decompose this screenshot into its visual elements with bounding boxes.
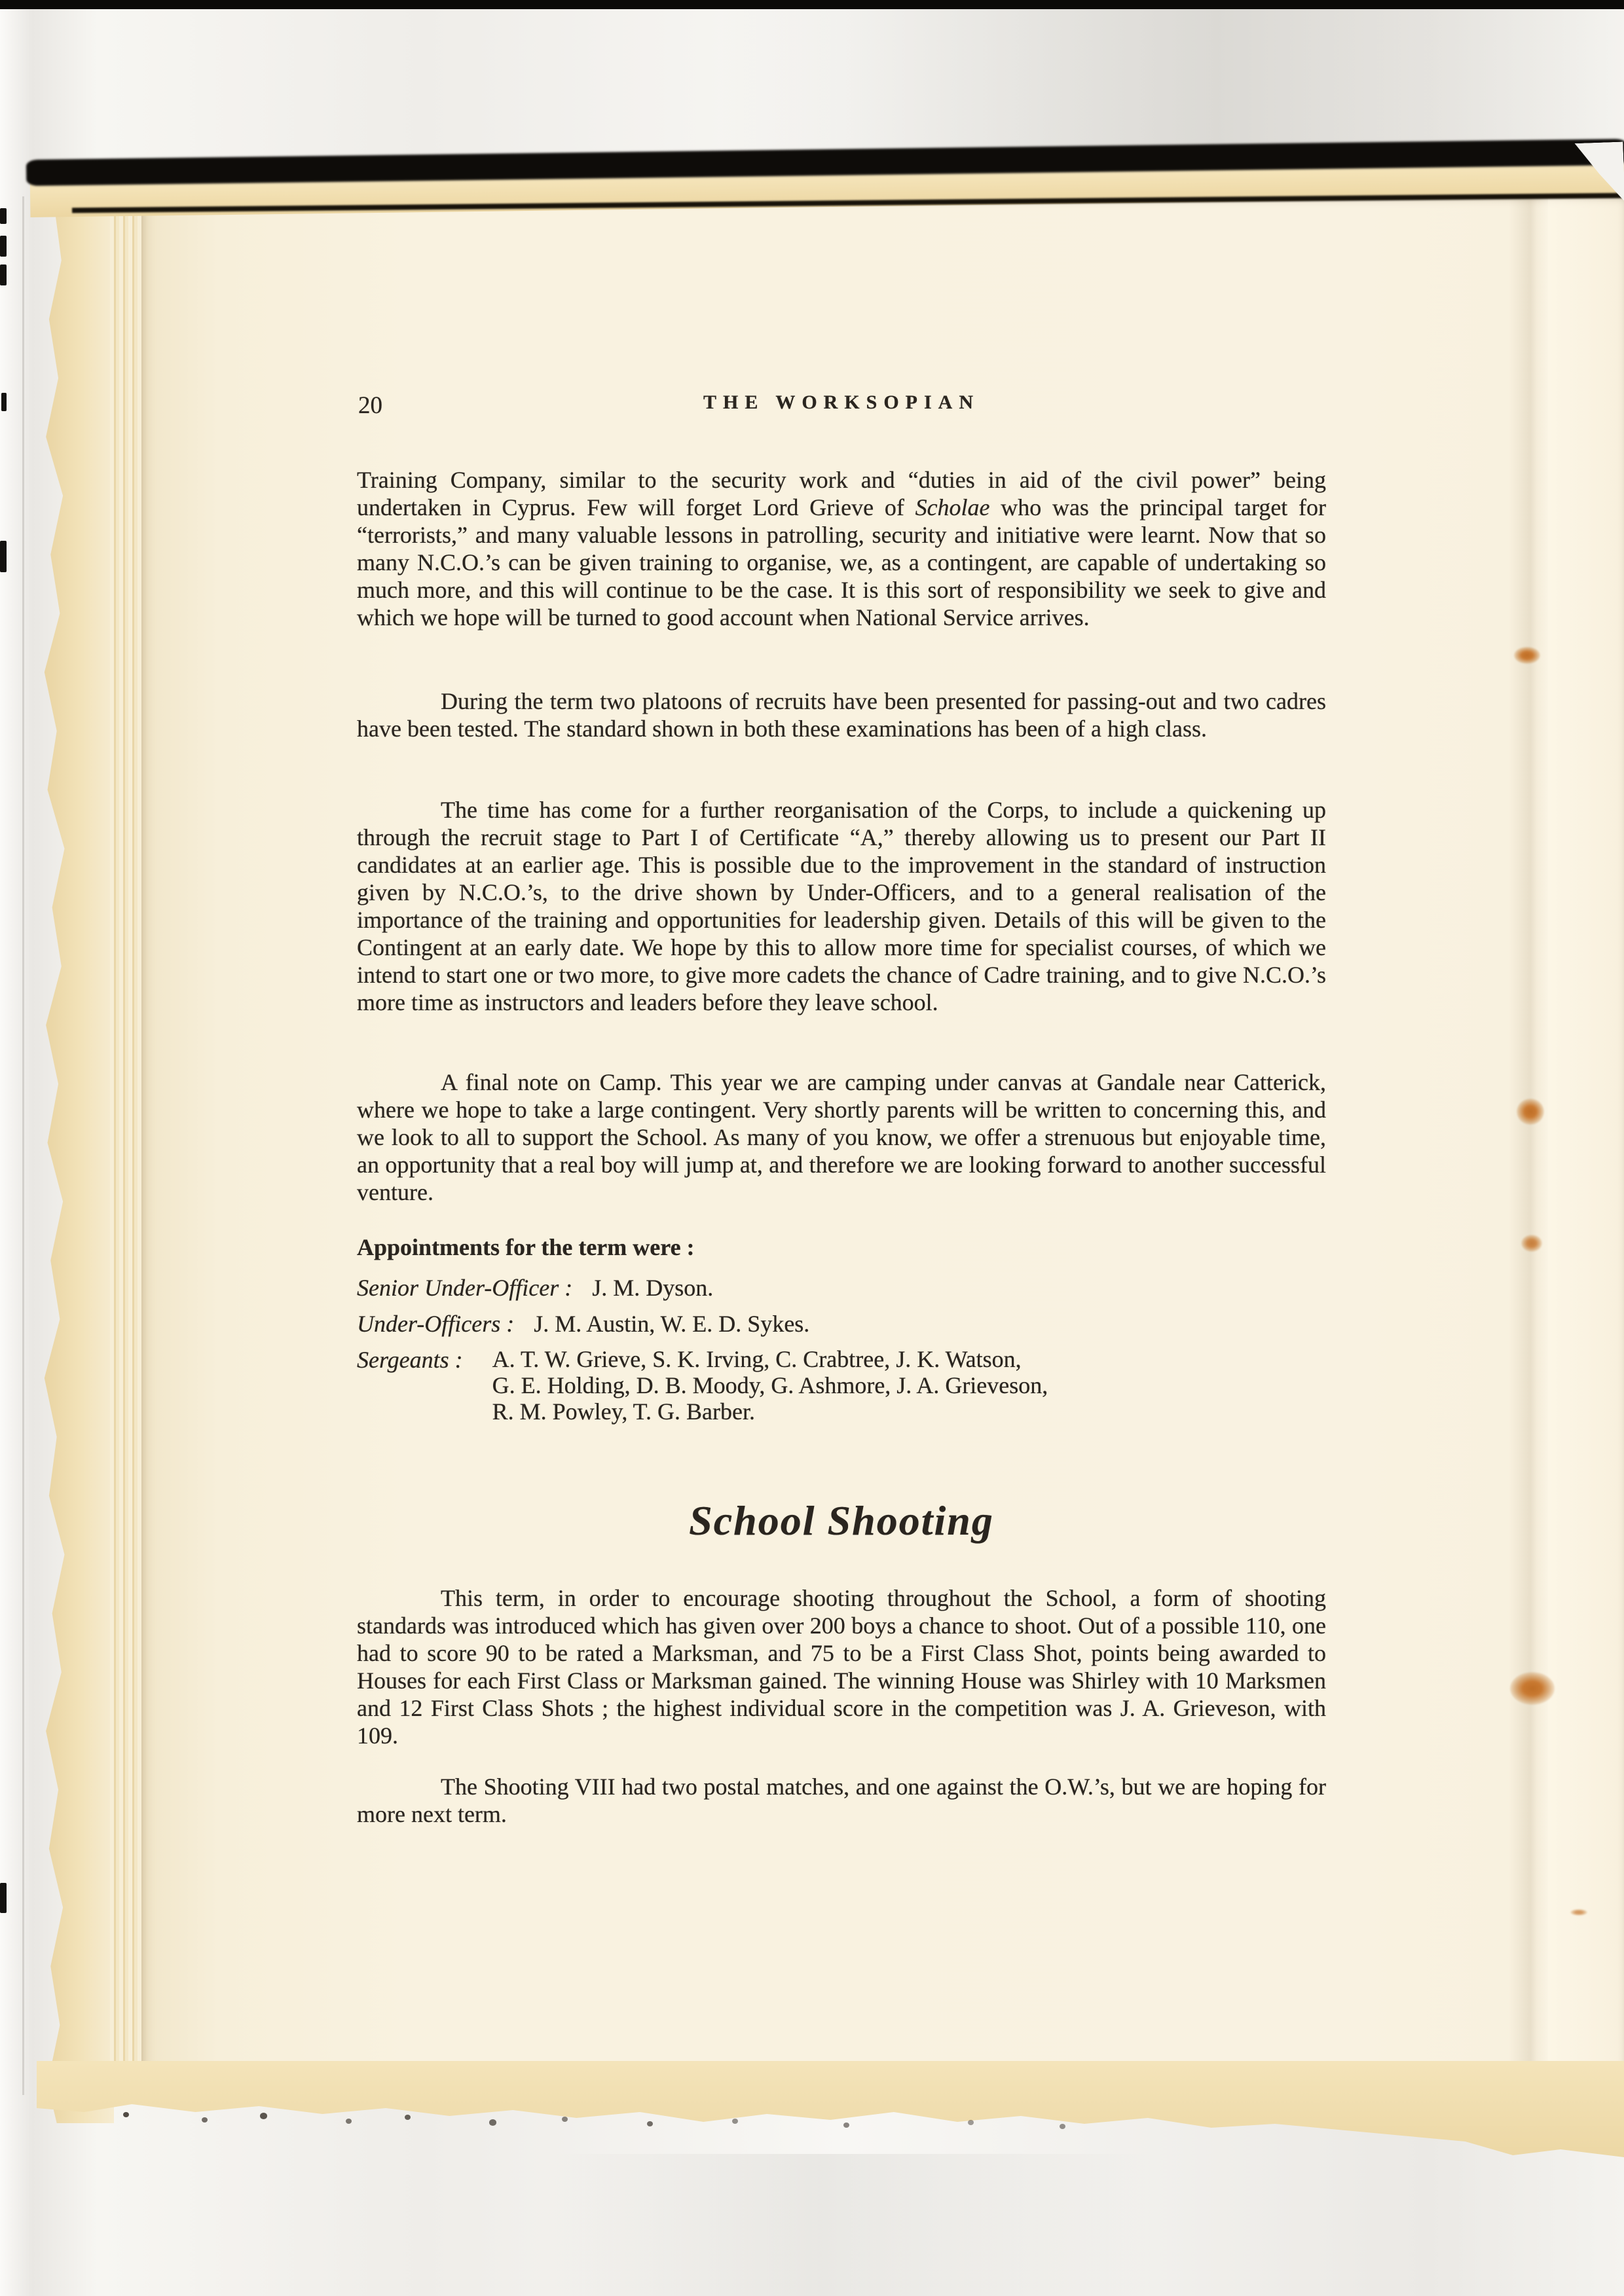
paragraph-text: Training Company, similar to the security work and “duties in aid of the civil power” being undertaken in Cyprus. Few will forget Lord Grieve of — [357, 467, 1326, 520]
paragraph-training-company — [357, 466, 1326, 631]
appointment-role: Sergeants : — [357, 1347, 463, 1373]
page-stack-edges — [110, 196, 141, 2070]
paragraph-shooting-viii: The Shooting VIII had two postal matches, and one against the O.W.’s, but we are hoping for more next term. — [357, 1774, 1326, 1827]
appointment-senior-under-officer — [357, 1274, 1326, 1302]
appointment-sergeants — [357, 1346, 1326, 1425]
sergeants-line: A. T. W. Grieve, S. K. Irving, C. Crabtree, J. K. Watson, — [492, 1346, 1022, 1372]
italic-scholae: Scholae — [915, 494, 990, 520]
scanner-shading-top — [720, 9, 1624, 150]
paragraph-platoons: During the term two platoons of recruits have been presented for passing-out and two cadres have been tested. The standard shown in both these examinations has been of a high class. — [357, 688, 1326, 742]
paragraph-reorganisation: The time has come for a further reorganisation of the Corps, to include a quickening up through the recruit stage to Part I of Certificate “A,” thereby allowing us to present our Part II candidates at an earlier age. This is possible due to the improvement in the standard of instruction given by N.C.O.’s, to the drive shown by Under-Officers, and to a general realisation of the importance of the training and opportunities for leadership given. Details of this will be given to the Contingent at an early date. We hope by this to allow more time for specialist courses, of which we intend to start one or two more, to give more cadets the chance of Cadre training, and to give N.C.O.’s more time as instructors and leaders before they leave school. — [357, 797, 1326, 1015]
sergeants-line: G. E. Holding, D. B. Moody, G. Ashmore, J. A. Grieveson, — [492, 1372, 1048, 1398]
sergeants-line: R. M. Powley, T. G. Barber. — [492, 1398, 755, 1425]
masthead — [357, 392, 1326, 422]
scanner-streak-line — [22, 196, 24, 2095]
foxing-spot — [1517, 1099, 1544, 1125]
scanner-top-bar — [0, 0, 1624, 9]
appointment-role: Senior Under-Officer : — [357, 1275, 573, 1301]
page-fold-highlight — [1548, 194, 1624, 2069]
foxing-spot — [1514, 647, 1540, 664]
section-heading-school-shooting: School Shooting — [689, 1497, 994, 1544]
paragraph-shooting-standards: This term, in order to encourage shooting throughout the School, a form of shooting standards was introduced which has given over 200 boys a chance to shoot. Out of a possible 110, one had to score 90 to be rated a Marksman, and 75 to be a First Class Shot, points being awarded to Houses for each First Class or Marksman gained. The winning House was Shirley with 10 Marksmen and 12 First Class Shots ; the highest individual score in the competition was J. A. Grieveson, with 109. — [357, 1585, 1326, 1749]
appointments-list — [357, 1274, 1326, 1433]
foxing-spot — [1521, 1235, 1542, 1252]
appointment-names: J. M. Dyson. — [592, 1275, 714, 1301]
foxing-spot — [1570, 1909, 1587, 1916]
torn-left-edge — [37, 162, 114, 2123]
paragraph-camp: A final note on Camp. This year we are camping under canvas at Gandale near Catterick, where we hope to take a large contingent. Very shortly parents will be written to concerning this, and we look to all to support the School. As many of you know, we offer a strenuous but enjoyable time, an opportunity that a real boy will jump at, and therefore we are looking forward to another successful venture. — [357, 1069, 1326, 1205]
torn-bottom-edge — [37, 2061, 1624, 2159]
page-fold-shadow — [1509, 194, 1548, 2069]
foxing-spot — [1510, 1672, 1555, 1705]
journal-title: THE WORKSOPIAN — [703, 392, 980, 413]
paragraph-text: who was the principal target for “terrorists,” and many valuable lessons in patrolling, security and initiative were learnt. Now that so many N.C.O.’s can be given training to organise, we, as a contingent, are capable of undertaking so much more, and this will continue to be the case. It is this sort of responsibility we seek to give and which we hope will be turned to good account when National Service arrives. — [357, 494, 1326, 630]
appointments-heading: Appointments for the term were : — [357, 1234, 695, 1260]
scanner-shading-bottom — [550, 2154, 1153, 2296]
appointment-names — [492, 1346, 1048, 1425]
appointment-names: J. M. Austin, W. E. D. Sykes. — [534, 1311, 810, 1337]
page-number: 20 — [358, 392, 382, 419]
appointment-role: Under-Officers : — [357, 1311, 515, 1337]
appointment-under-officers — [357, 1310, 1326, 1338]
